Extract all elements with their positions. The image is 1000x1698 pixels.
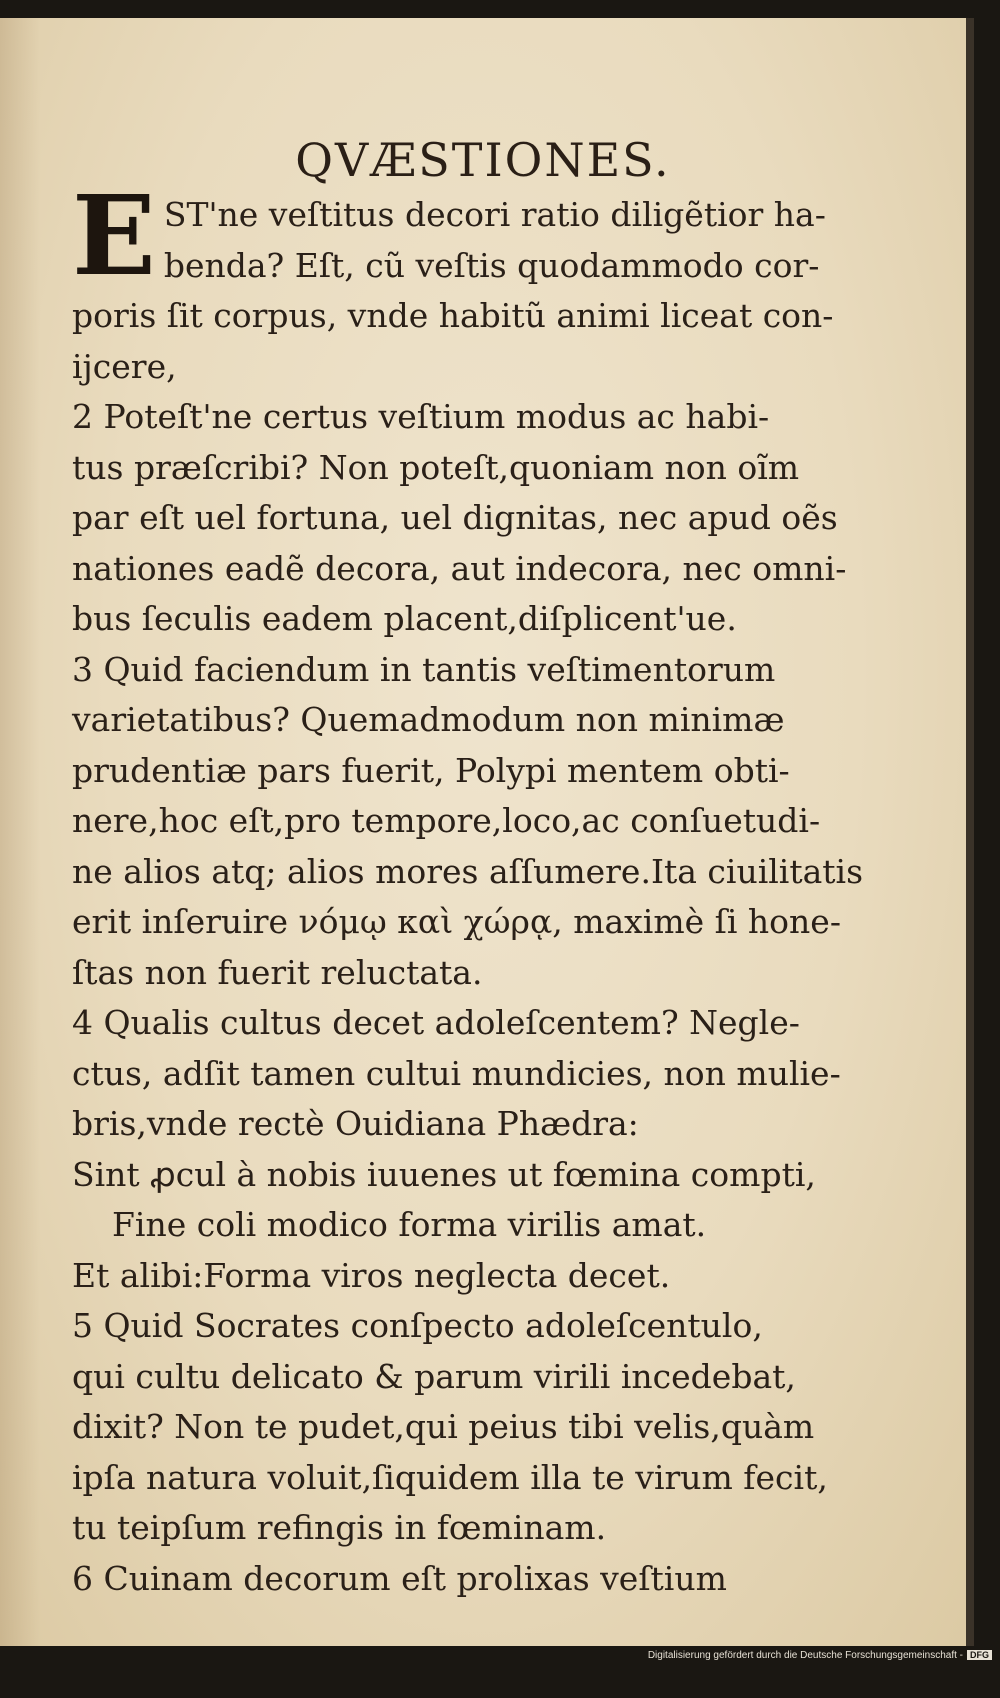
text-line: ijcere,: [72, 346, 177, 386]
text-line: 6 Cuinam decorum eſt prolixas veſtium: [72, 1558, 727, 1598]
drop-capital: E: [72, 171, 156, 300]
text-line: tu teipſum refingis in fœminam.: [72, 1508, 607, 1547]
text-line: 2 Poteſt'ne certus veſtium modus ac habi-: [72, 397, 770, 436]
verse-line: Sint ꝓcul à nobis iuuenes ut fœmina compti,: [72, 1154, 816, 1194]
text-line: ne alios atq; alios mores aſſumere.Ita ciuilitatis: [72, 851, 864, 891]
text-line: tus præſcribi? Non poteſt,quoniam non oĩm: [72, 447, 800, 487]
text-line: bus ſeculis eadem placent,diſplicent'ue.: [72, 599, 737, 638]
body-text: [72, 171, 864, 1604]
text-line: ST'ne veſtitus decori ratio diligẽtior ha-: [163, 195, 826, 234]
text-line: 4 Qualis cultus decet adoleſcentem? Negle-: [72, 1003, 800, 1042]
text-line: ctus, adſit tamen cultui mundicies, non mulie-: [72, 1053, 841, 1093]
text-line: ſtas non fuerit reluctata.: [72, 952, 483, 992]
text-line: 3 Quid faciendum in tantis veſtimentorum: [72, 649, 776, 689]
text-line: ipſa natura voluit,ſiquidem illa te virum fecit,: [72, 1457, 828, 1497]
text-line: Et alibi:Forma viros neglecta decet.: [72, 1255, 671, 1295]
text-line: par eſt uel fortuna, uel dignitas, nec apud oẽs: [72, 498, 838, 537]
text-line: bris,vnde rectè Ouidiana Phædra:: [72, 1104, 639, 1143]
book-page: [0, 18, 974, 1646]
page-heading: QVÆSTIONES.: [295, 133, 671, 187]
text-line: qui cultu delicato & parum virili incedebat,: [72, 1356, 796, 1396]
text-line: dixit? Non te pudet,qui peius tibi velis,quàm: [72, 1407, 815, 1446]
digitization-credit: [0, 1650, 992, 1661]
text-line: 5 Quid Socrates conſpecto adoleſcentulo,: [72, 1306, 763, 1345]
dfg-logo: DFG: [967, 1650, 992, 1660]
text-line: varietatibus? Quemadmodum non minimæ: [72, 700, 785, 739]
text-line: nationes eadẽ decora, aut indecora, nec omni-: [72, 548, 847, 588]
text-line: poris ſit corpus, vnde habitũ animi liceat con-: [72, 296, 834, 335]
text-line: nere,hoc eſt,pro tempore,loco,ac conſuetudi-: [72, 801, 821, 840]
text-line: benda? Eſt, cũ veſtis quodammodo cor-: [163, 245, 820, 285]
text-line: prudentiæ pars fuerit, Polypi mentem obti-: [72, 750, 790, 790]
credit-text: Digitalisierung gefördert durch die Deutsche Forschungsgemeinschaft -: [647, 1650, 963, 1661]
verse-line: Fine coli modico forma virilis amat.: [112, 1205, 707, 1244]
text-line: erit inſeruire νόμῳ καὶ χώρᾳ, maximè ſi hone-: [72, 902, 841, 941]
